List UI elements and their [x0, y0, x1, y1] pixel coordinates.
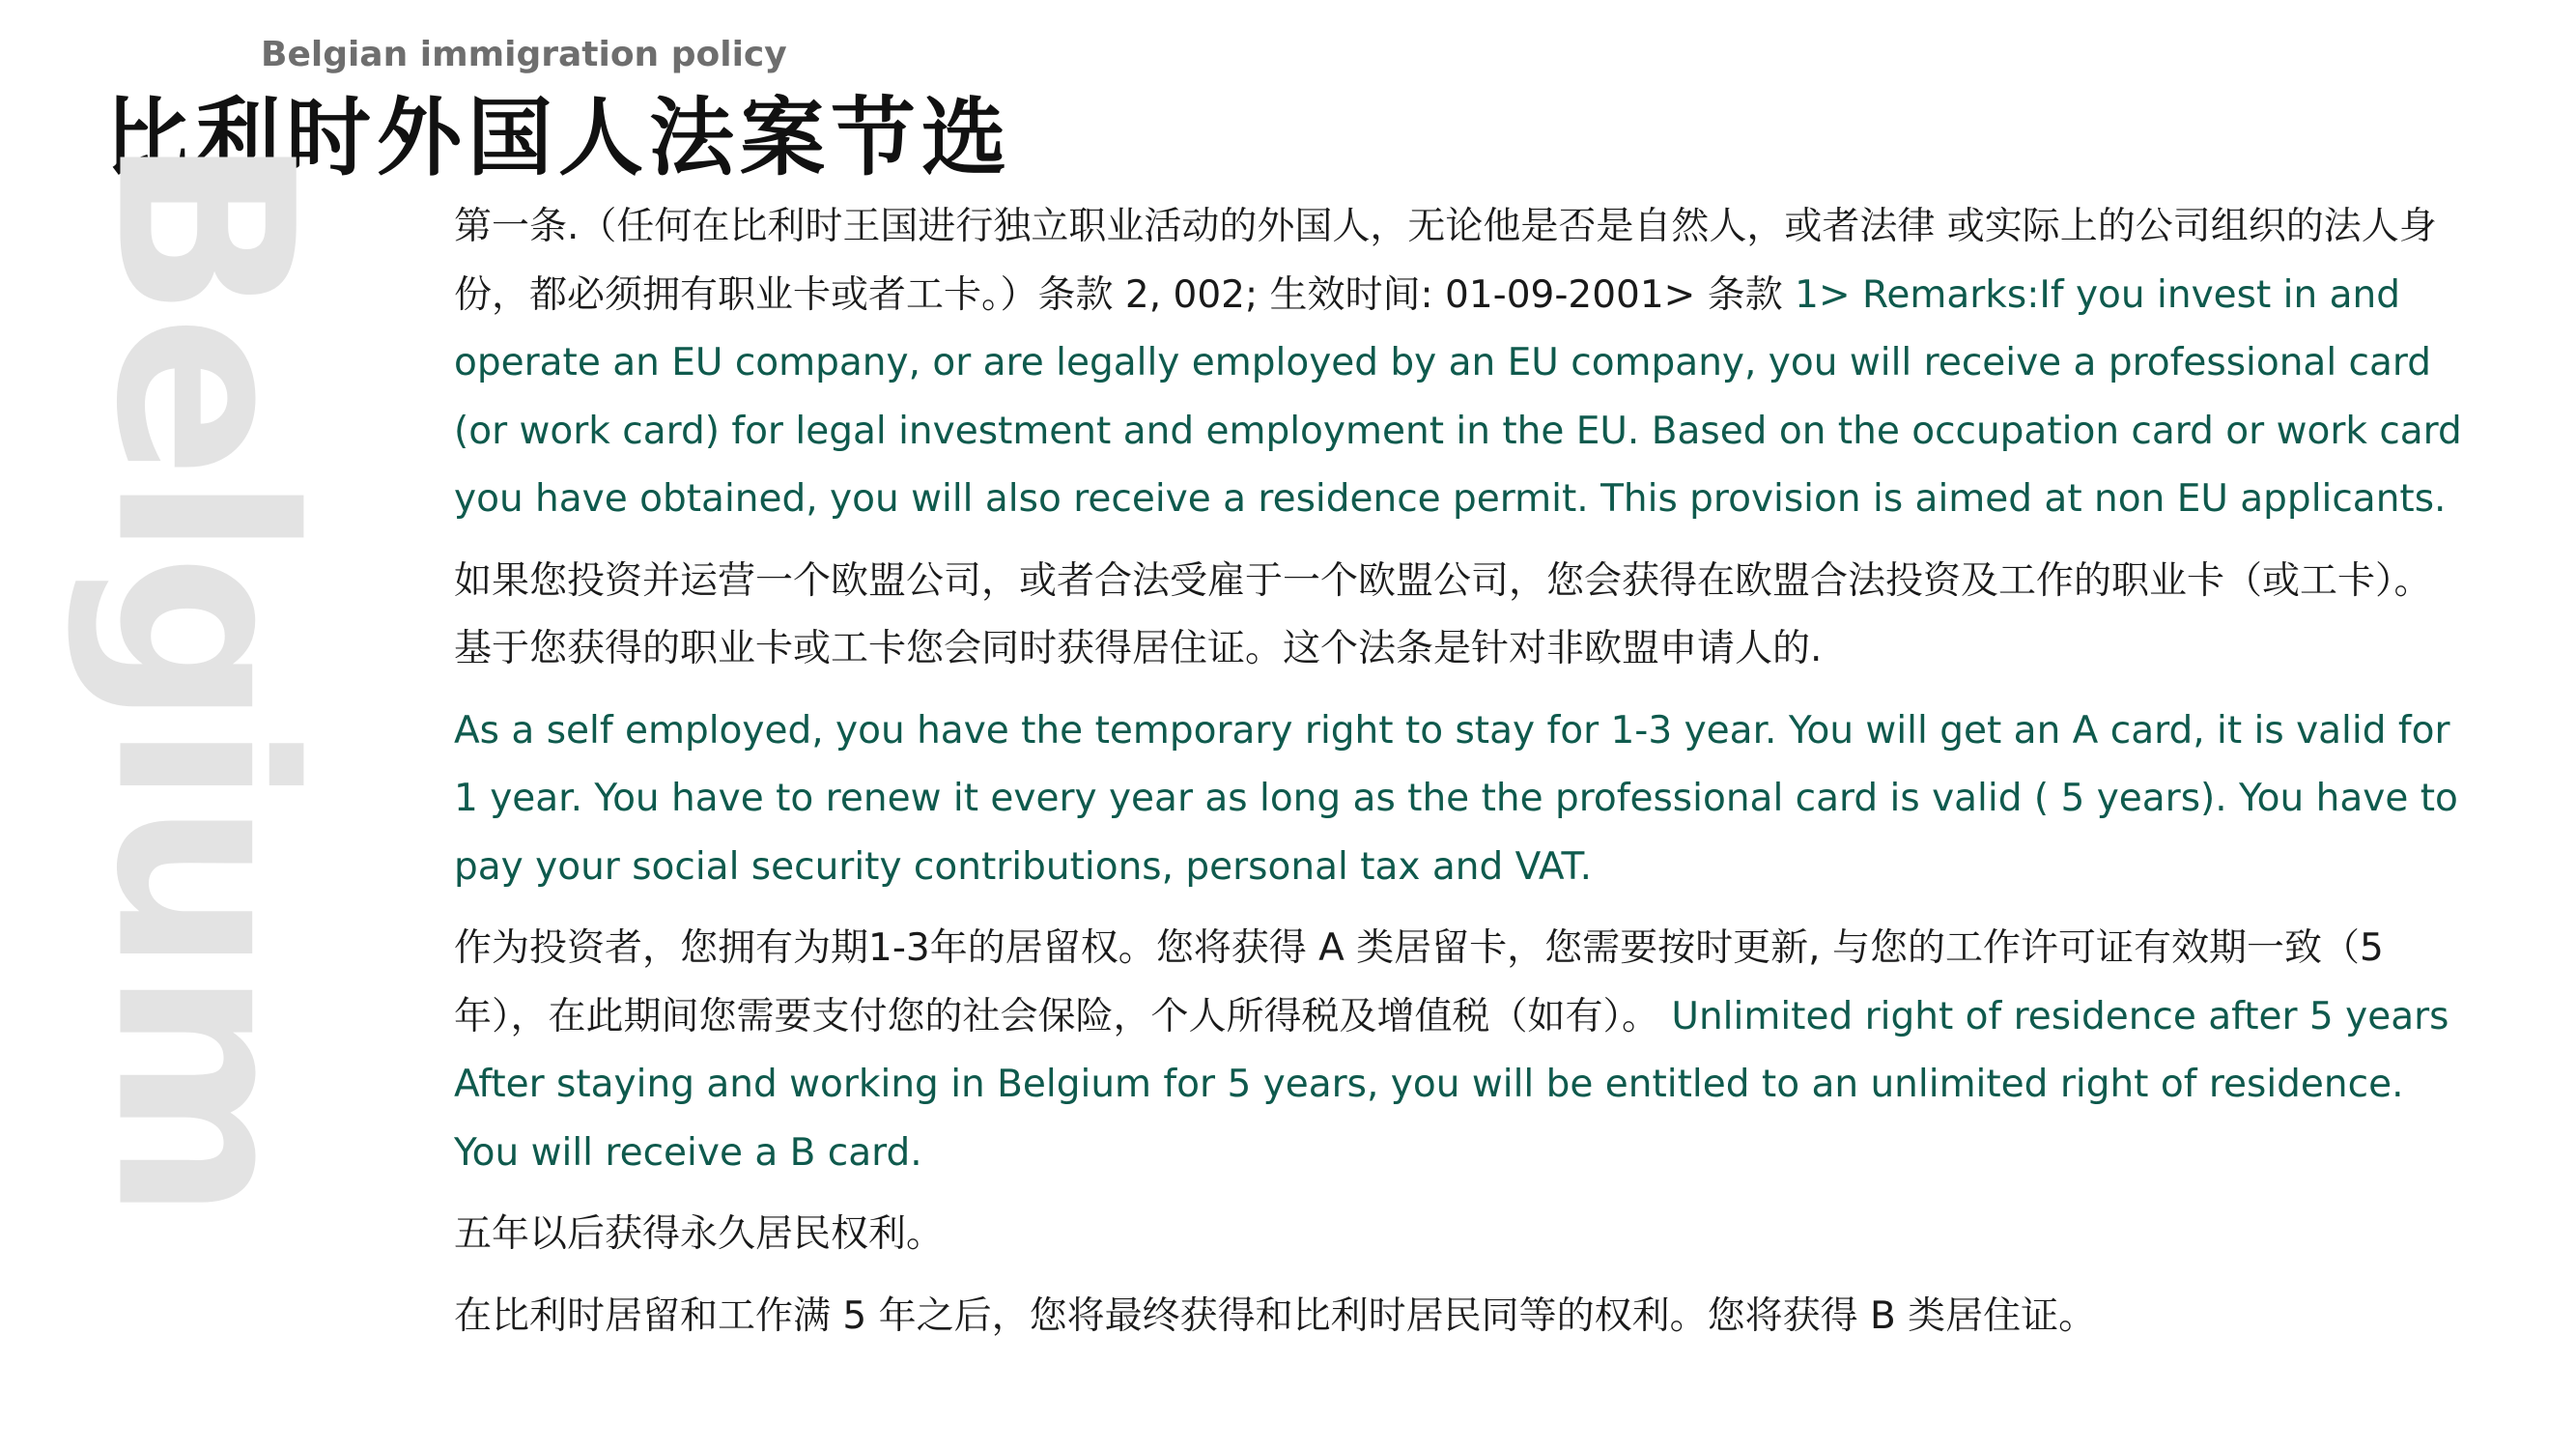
article-one-chinese: 第一条.（任何在比利时王国进行独立职业活动的外国人，无论他是否是自然人，或者法律 或实际上的公司组织的法人身份，都必须拥有职业卡或者工卡。）条款 2, 002; 生效时间: 01-09-2001> 条款	[454, 205, 2437, 317]
unlimited-residence-english: Unlimited right of residence after 5 years After staying and working in Belgium for 5 years, you will be entitled to an unlimited right of residence. You will receive a B card.	[454, 994, 2449, 1175]
paragraph-article-one	[454, 193, 2463, 534]
paragraph-permanent-residence-heading	[454, 1201, 2463, 1269]
paragraph-permanent-residence-detail	[454, 1283, 2463, 1351]
permanent-residence-detail: 在比利时居留和工作满 5 年之后，您将最终获得和比利时居民同等的权利。您将获得 B 类居住证。	[454, 1293, 2097, 1338]
slide-title: 比利时外国人法案节选	[104, 87, 1013, 187]
side-watermark	[63, 134, 344, 1218]
permanent-residence-heading: 五年以后获得永久居民权利。	[454, 1212, 945, 1256]
article-body	[454, 193, 2463, 1364]
paragraph-remarks-chinese	[454, 548, 2463, 684]
article-one-english-remarks: 1> Remarks:If you invest in and operate an EU company, or are legally employed by an EU company, you will receive a professional card (or work card) for legal investment and employment in the EU. Based on the occupation card or work card you have obtained, you will also receive a residence permit. This provision is aimed at non EU applicants.	[454, 272, 2462, 521]
slide-subtitle: Belgian immigration policy	[261, 35, 787, 74]
paragraph-investor-residence	[454, 915, 2463, 1187]
side-watermark-text: Belgium	[63, 134, 344, 1218]
paragraph-self-employed-english	[454, 697, 2463, 902]
investor-residence-chinese: 作为投资者，您拥有为期1-3年的居留权。您将获得 A 类居留卡，您需要按时更新, 与您的工作许可证有效期一致（5年），在此期间您需要支付您的社会保险，个人所得税及增值税（如有）。	[454, 926, 2384, 1038]
self-employed-english-text: As a self employed, you have the temporary right to stay for 1-3 year. You will get an A card, it is valid for 1 year. You have to renew it every year as long as the the professional card is valid ( 5 years). You have to pay your social security contributions, personal tax and VAT.	[454, 708, 2458, 889]
remarks-chinese-text: 如果您投资并运营一个欧盟公司，或者合法受雇于一个欧盟公司，您会获得在欧盟合法投资及工作的职业卡（或工卡）。基于您获得的职业卡或工卡您会同时获得居住证。这个法条是针对非欧盟申请人的.	[454, 558, 2432, 670]
